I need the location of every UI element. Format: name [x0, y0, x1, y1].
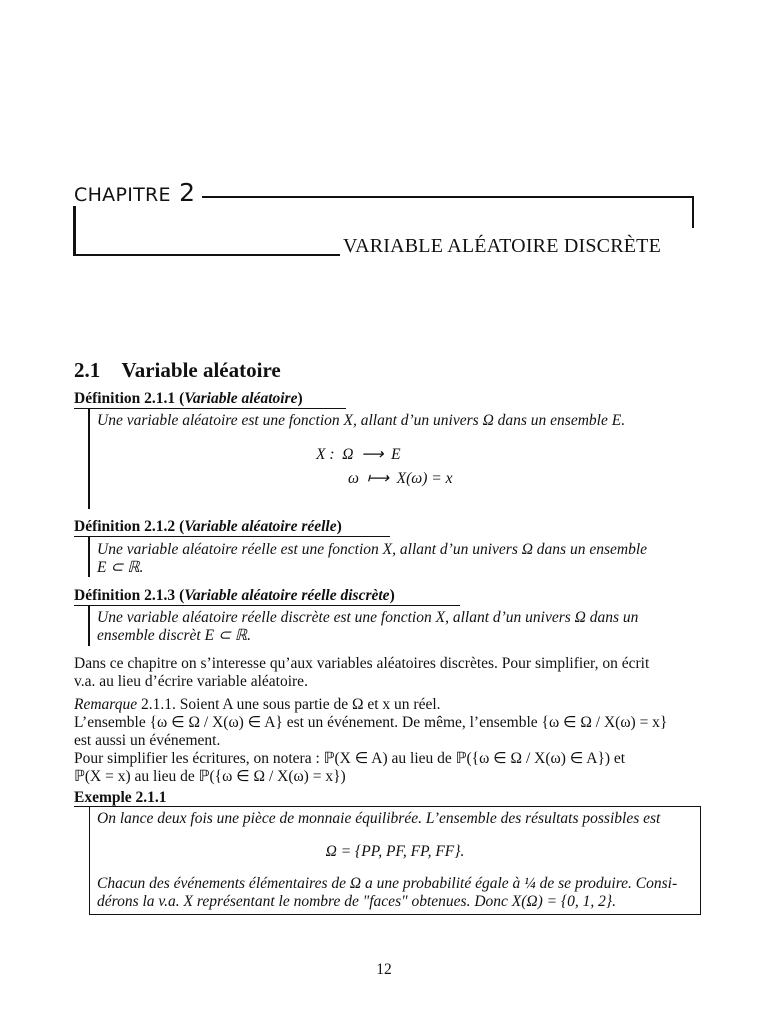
- def2-heading: Définition 2.1.2 (Variable aléatoire réelle): [74, 518, 342, 535]
- def1-name: Variable aléatoire: [184, 390, 298, 407]
- def3-underline: [74, 605, 460, 606]
- remark-line4: Pour simplifier les écritures, on notera : ℙ(X ∈ A) au lieu de ℙ({ω ∈ Ω / X(ω) ∈ A}) et: [74, 750, 626, 767]
- def3-bar: [88, 606, 90, 646]
- example-line1: On lance deux fois une pièce de monnaie équilibrée. L’ensemble des résultats possibles est: [97, 810, 661, 827]
- example-line2: Chacun des événements élémentaires de Ω a une probabilité égale à ¼ de se produire. Consi-: [97, 875, 678, 892]
- chapter-rule-left: [73, 206, 76, 256]
- example-heading: Exemple 2.1.1: [74, 789, 167, 806]
- chapter-title: VARIABLE ALÉATOIRE DISCRÈTE: [343, 235, 661, 257]
- chapter-rule-right: [692, 196, 694, 228]
- def1-map-line2: ω ⟼ X(ω) = x: [348, 470, 453, 487]
- section-heading: [74, 358, 281, 383]
- example-box-top-right: [180, 806, 701, 807]
- chapter-label: [74, 178, 195, 207]
- def2-body-line1: Une variable aléatoire réelle est une fonction X, allant d’un univers Ω dans un ensemble: [97, 541, 648, 558]
- def3-body-line1: Une variable aléatoire réelle discrète est une fonction X, allant d’un univers Ω dans un: [97, 609, 639, 626]
- remark-line3: est aussi un événement.: [74, 732, 221, 749]
- remark-line2: L’ensemble {ω ∈ Ω / X(ω) ∈ A} est un événement. De même, l’ensemble {ω ∈ Ω / X(ω) = x}: [74, 714, 668, 731]
- intro-paragraph-line1: Dans ce chapitre on s’interesse qu’aux variables aléatoires discrètes. Pour simplifier, on écrit: [74, 655, 650, 672]
- def1-heading: Définition 2.1.1 (Variable aléatoire): [74, 390, 303, 407]
- def1-underline: [74, 408, 346, 409]
- def2-bar: [88, 537, 90, 577]
- def2-body-line2: E ⊂ ℝ.: [97, 559, 144, 576]
- def3-heading: Définition 2.1.3 (Variable aléatoire réelle discrète): [74, 587, 395, 604]
- def1-body: Une variable aléatoire est une fonction X, allant d’un univers Ω dans un ensemble E.: [97, 412, 626, 429]
- chapter-rule-top: [202, 196, 694, 198]
- section-title: Variable aléatoire: [121, 358, 281, 382]
- remark-line1: [74, 696, 441, 714]
- remark-label: Remarque: [74, 696, 138, 713]
- def3-name: Variable aléatoire réelle discrète: [184, 587, 390, 604]
- def3-body-line2: ensemble discrèt E ⊂ ℝ.: [97, 627, 251, 644]
- def1-label: Définition 2.1.1: [74, 390, 176, 407]
- chapter-label-text: CHAPITRE: [74, 184, 171, 206]
- def3-label: Définition 2.1.3: [74, 587, 176, 604]
- example-line3: dérons la v.a. X représentant le nombre de "faces" obtenues. Donc X(Ω) = {0, 1, 2}.: [97, 893, 617, 910]
- def2-label: Définition 2.1.2: [74, 518, 176, 535]
- def2-underline: [74, 536, 390, 537]
- page-number: 12: [376, 961, 392, 978]
- remark-number: 2.1.1.: [141, 696, 176, 713]
- section-number: 2.1: [74, 358, 101, 382]
- remark-text1: Soient A une sous partie de Ω et x un réel.: [179, 696, 441, 713]
- remark-line5: ℙ(X = x) au lieu de ℙ({ω ∈ Ω / X(ω) = x}): [74, 768, 346, 785]
- chapter-rule-bottom: [73, 254, 340, 256]
- def2-name: Variable aléatoire réelle: [184, 518, 337, 535]
- intro-paragraph-line2: v.a. au lieu d’écrire variable aléatoire.: [74, 673, 308, 690]
- def1-map-line1: X : Ω ⟶ E: [316, 446, 401, 463]
- chapter-number: 2: [179, 178, 196, 207]
- def1-bar: [88, 409, 90, 509]
- example-formula: Ω = {PP, PF, FP, FF}.: [325, 843, 465, 860]
